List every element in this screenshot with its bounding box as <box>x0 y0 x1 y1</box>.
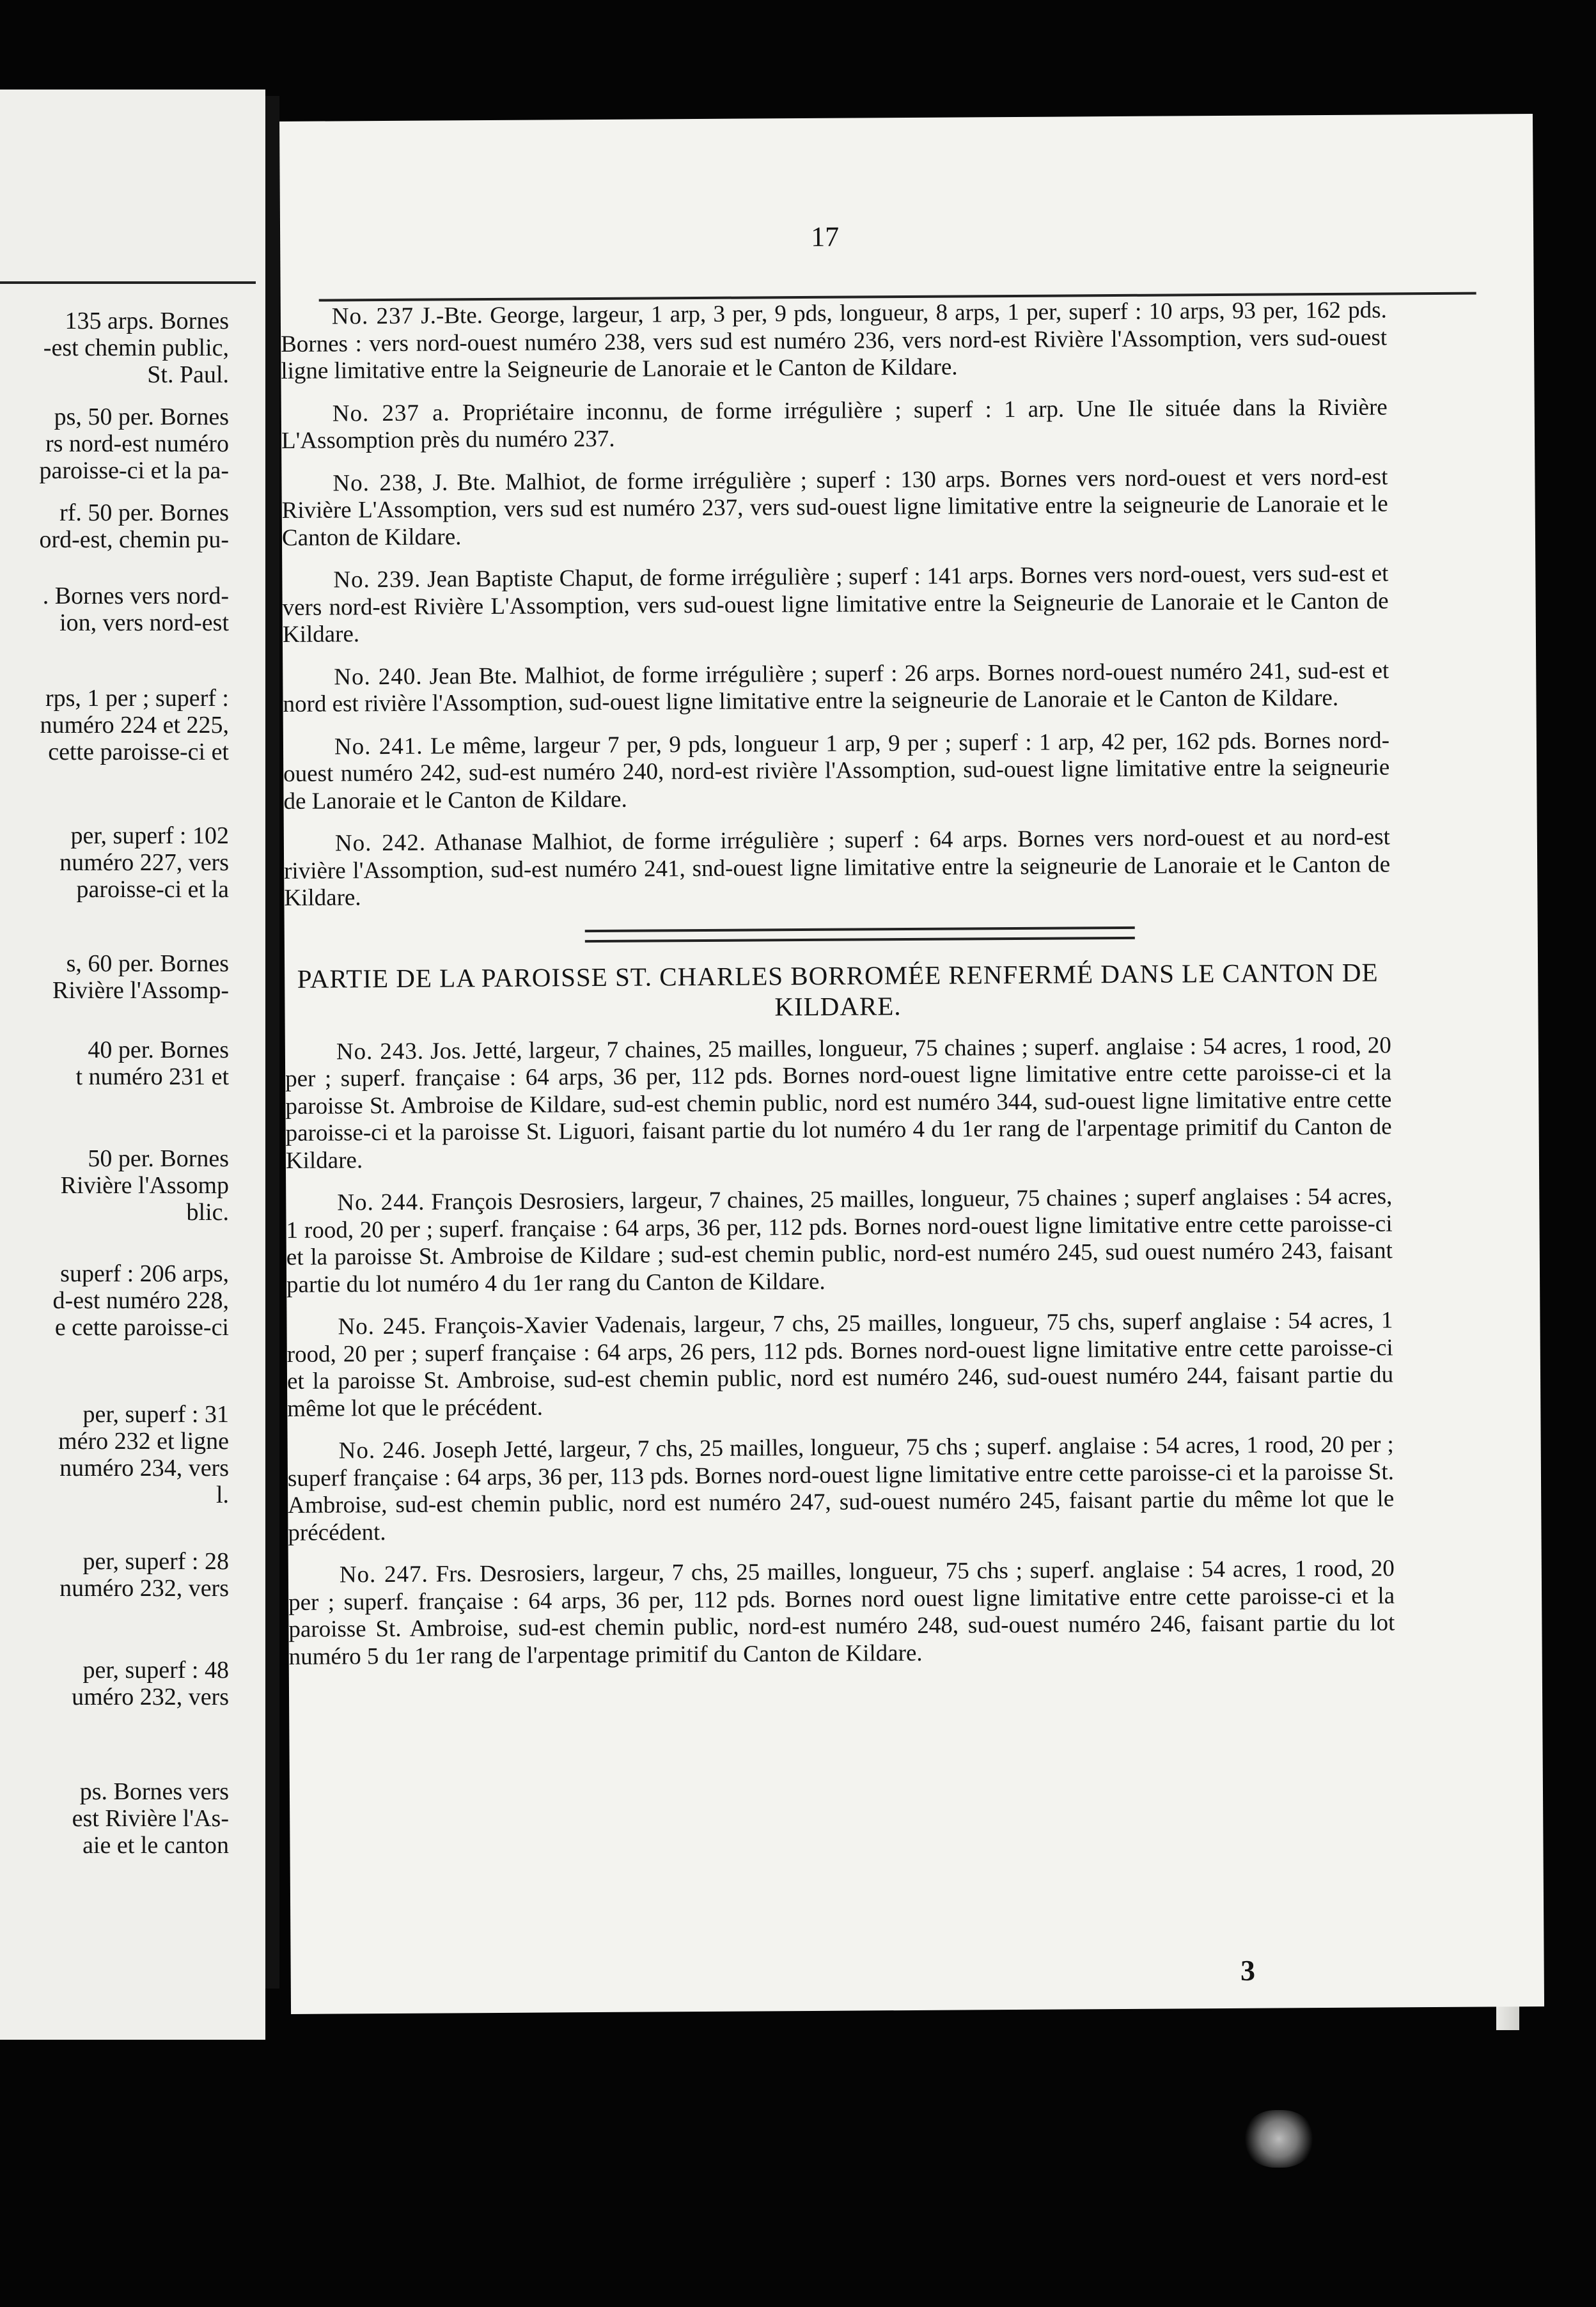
facing-page-line: ps. Bornes vers <box>79 1778 229 1805</box>
lot-entry <box>285 1032 1392 1175</box>
lot-number: No. 237 <box>331 302 414 330</box>
lot-description: Le même, largeur 7 per, 9 pds, longueur 1 arp, 9 per ; superf : 1 arp, 42 per, 162 pds. Bornes nord-ouest numéro 242, sud-est numéro 240, nord-est rivière l'Assomption, sud-ouest ligne limitative entre la seigneurie de Lanoraie et le Canton de Kildare. <box>283 726 1390 815</box>
facing-page-line: 40 per. Bornes <box>88 1036 229 1063</box>
lot-entry <box>281 297 1388 385</box>
lot-entry <box>281 464 1388 552</box>
lot-entries-lanoraie <box>281 297 1391 912</box>
lot-entry <box>288 1555 1395 1671</box>
facing-page-line: l. <box>215 1482 229 1508</box>
facing-page-line: superf : 206 arps, <box>60 1260 229 1287</box>
lot-description: J. Bte. Malhiot, de forme irrégulière ; superf : 130 arps. Bornes vers nord-ouest et vers nord-est Rivière L'Assomption, vers sud est numéro 237, vers sud-ouest ligne limitative entre la seigneurie de Lanoraie et le Canton de Kildare. <box>281 463 1388 551</box>
lot-entry <box>283 727 1390 815</box>
lot-number: No. 239. <box>333 566 421 593</box>
lot-entry <box>288 1431 1395 1547</box>
lot-description: J.-Bte. George, largeur, 1 arp, 3 per, 9 pds, longueur, 8 arps, 1 per, superf : 10 arps, 93 per, 162 pds. Bornes : vers nord-ouest numéro 238, vers sud est numéro 236, vers nord-est Rivière l'Assomption, vers sud-ouest ligne limitative entre la Seigneurie de Lanoraie et le Canton de Kildare. <box>281 297 1388 384</box>
facing-page-line: est Rivière l'As- <box>72 1805 229 1832</box>
facing-page-line: t numéro 231 et <box>75 1063 229 1090</box>
lot-description: Frs. Desrosiers, largeur, 7 chs, 25 mailles, longueur, 75 chs ; superf. anglaise : 54 acres, 1 rood, 20 per ; superf. française : 64 arps, 36 per, 112 pds. Bornes nord ouest ligne limitative entre cette paroisse-ci et la paroisse St. Ambroise, sud-est chemin public, nord-est numéro 248, sud-ouest numéro 246, faisant partie du lot numéro 5 du 1er rang de l'arpentage primitif du Canton de Kildare. <box>288 1555 1395 1670</box>
document-page <box>279 114 1544 2014</box>
facing-page-line: s, 60 per. Bornes <box>66 950 229 977</box>
facing-page-rule <box>0 281 256 284</box>
lot-entry <box>286 1307 1393 1423</box>
facing-page-line: ion, vers nord-est <box>59 609 229 636</box>
section-heading: PARTIE DE LA PAROISSE ST. CHARLES BORROMÉE RENFERMÉ DANS LE CANTON DE KILDARE. <box>297 957 1379 1021</box>
facing-page-line: uméro 232, vers <box>72 1684 229 1710</box>
section-divider <box>585 926 1135 942</box>
lot-description: Jean Baptiste Chaput, de forme irrégulière ; superf : 141 arps. Bornes vers nord-ouest, vers sud-est et vers nord-est Rivière L'Assomption, vers sud-ouest ligne limitative entre la Seigneurie de Lanoraie et le Canton de Kildare. <box>282 560 1389 648</box>
facing-page-line: 135 arps. Bornes <box>65 308 229 334</box>
facing-page-line: numéro 224 et 225, <box>40 712 229 739</box>
lot-description: Jean Bte. Malhiot, de forme irrégulière ; superf : 26 arps. Bornes nord-ouest numéro 241, sud-est et nord est rivière l'Assomption, sud-ouest ligne limitative entre la seigneurie de Lanoraie et le Canton de Kildare. <box>283 657 1389 717</box>
lot-entry <box>282 560 1389 648</box>
facing-page-line: rf. 50 per. Bornes <box>59 499 229 526</box>
lot-entry <box>286 1183 1393 1299</box>
lot-description: Joseph Jetté, largeur, 7 chs, 25 mailles, longueur, 75 chs ; superf. anglaise : 54 acres, 1 rood, 20 per ; superf française : 64 arps, 36 per, 113 pds. Bornes nord-ouest ligne limitative entre cette paroisse-ci et la paroisse St. Ambroise, sud-est chemin public, nord est numéro 247, sud-ouest numéro 245, faisant partie du même lot que le précédent. <box>287 1431 1395 1546</box>
facing-page-line: St. Paul. <box>147 361 229 388</box>
lot-number: No. 242. <box>334 829 426 857</box>
scan-blemish <box>1244 2110 1314 2168</box>
facing-page-line: Rivière l'Assomp <box>60 1172 229 1199</box>
lot-entries-kildare <box>285 1032 1395 1671</box>
facing-page-line: per, superf : 28 <box>82 1548 229 1575</box>
facing-page-line: rs nord-est numéro <box>45 430 229 457</box>
lot-number: No. 241. <box>334 733 423 760</box>
lot-number: No. 244. <box>337 1189 425 1216</box>
lot-entry <box>283 657 1389 719</box>
facing-page-line: méro 232 et ligne <box>58 1428 229 1455</box>
facing-page-line: per, superf : 48 <box>82 1657 229 1684</box>
lot-description: François-Xavier Vadenais, largeur, 7 chs, 25 mailles, longueur, 75 chs, superf anglaise : 54 acres, 1 rood, 20 per ; superf française : 64 arps, 26 pers, 112 pds. Bornes nord-ouest ligne limitative entre cette paroisse-ci et la paroisse St. Ambroise, sud-est chemin public, nord est numéro 246, sud-ouest numéro 244, faisant partie du même lot que le précédent. <box>286 1307 1394 1422</box>
facing-page-line: numéro 234, vers <box>59 1455 229 1482</box>
facing-page-line: 50 per. Bornes <box>88 1145 229 1172</box>
facing-page-line: numéro 232, vers <box>59 1575 229 1602</box>
facing-page-line: paroisse-ci et la pa- <box>39 457 229 484</box>
facing-page-line: per, superf : 102 <box>70 822 229 849</box>
facing-page-line: ord-est, chemin pu- <box>39 526 229 553</box>
page-number: 17 <box>810 221 840 253</box>
lot-entry <box>284 824 1391 912</box>
facing-page-fragment <box>0 90 265 2040</box>
page-gutter <box>265 96 279 1989</box>
facing-page-line: . Bornes vers nord- <box>42 583 229 609</box>
facing-page-line: Rivière l'Assomp- <box>52 977 229 1004</box>
entries-container <box>281 297 1395 1686</box>
lot-number: No. 246. <box>338 1437 427 1464</box>
facing-page-line: rps, 1 per ; superf : <box>45 685 229 712</box>
lot-description: François Desrosiers, largeur, 7 chaines, 25 mailles, longueur, 75 chaines ; superf anglaises : 54 acres, 1 rood, 20 per ; superf. française : 64 arps, 36 per, 112 pds. Bornes nord-ouest ligne limitative entre cette paroisse-ci et la paroisse St. Ambroise de Kildare ; sud-est chemin public, nord-est numéro 245, sud ouest numéro 243, faisant partie du lot numéro 4 du 1er rang du Canton de Kildare. <box>286 1183 1393 1298</box>
lot-number: No. 247. <box>339 1561 428 1588</box>
lot-number: No. 238, <box>332 469 424 497</box>
lot-description: Jos. Jetté, largeur, 7 chaines, 25 mailles, longueur, 75 chaines ; superf. anglaise : 54 acres, 1 rood, 20 per ; superf. française : 64 arps, 36 per, 112 pds. Bornes nord-ouest ligne limitative entre cette paroisse-ci et la paroisse St. Ambroise de Kildare, sud-est chemin public, nord est numéro 344, sud-ouest ligne limitative entre cette paroisse-ci et la paroisse St. Liguori, faisant partie du lot numéro 4 du 1er rang de l'arpentage primitif du Canton de Kildare. <box>285 1031 1392 1174</box>
lot-description: Propriétaire inconnu, de forme irrégulière ; superf : 1 arp. Une Ile située dans la Rivière L'Assomption près du numéro 237. <box>281 393 1388 454</box>
facing-page-line: aie et le canton <box>82 1832 229 1859</box>
lot-number: No. 243. <box>336 1038 425 1065</box>
signature-mark: 3 <box>1240 1954 1255 1987</box>
lot-number: No. 237 a. <box>332 399 450 427</box>
lot-number: No. 245. <box>338 1313 427 1340</box>
facing-page-line: d-est numéro 228, <box>52 1287 229 1314</box>
lot-number: No. 240. <box>334 663 423 690</box>
facing-page-line: e cette paroisse-ci <box>54 1314 229 1341</box>
facing-page-line: ps, 50 per. Bornes <box>54 403 229 430</box>
facing-page-line: per, superf : 31 <box>82 1401 229 1428</box>
facing-page-line: -est chemin public, <box>43 334 229 361</box>
lot-description: Athanase Malhiot, de forme irrégulière ; superf : 64 arps. Bornes vers nord-ouest et au nord-est rivière l'Assomption, sud-est numéro 241, snd-ouest ligne limitative entre la seigneurie de Lanoraie et le Canton de Kildare. <box>284 824 1391 911</box>
facing-page-line: cette paroisse-ci et <box>48 739 229 765</box>
facing-page-line: numéro 227, vers <box>59 849 229 876</box>
facing-page-line: paroisse-ci et la <box>76 876 229 903</box>
lot-entry <box>281 394 1388 455</box>
facing-page-line: blic. <box>186 1199 229 1226</box>
